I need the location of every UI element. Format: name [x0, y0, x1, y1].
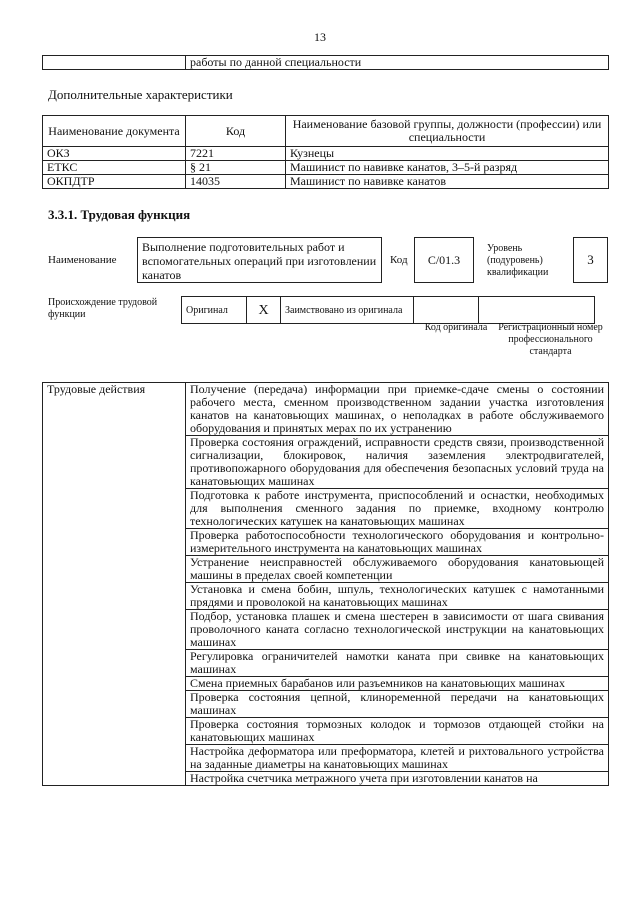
action-item: Проверка состояния цепной, клиноременной передачи на канатовьющих машинах [186, 691, 609, 718]
header-code: Код [186, 116, 286, 147]
code-label: Код [390, 254, 408, 266]
page-number: 13 [314, 30, 326, 44]
function-code-box: С/01.3 [414, 237, 474, 283]
orig-code-cell [414, 297, 479, 324]
code-cell: 14035 [186, 175, 286, 189]
additional-heading: Дополнительные характеристики [48, 87, 233, 102]
doc-cell: ОКЗ [43, 147, 186, 161]
action-item: Подбор, установка плашек и смена шестерен в зависимости от шага свивания проволочного каната согласно технологической инструкции на канатовьющих машинах [186, 610, 609, 650]
reg-number-cell [479, 297, 595, 324]
header-group: Наименование базовой группы, должности (профессии) или специальности [286, 116, 609, 147]
table-row [43, 147, 609, 161]
code-cell: § 21 [186, 161, 286, 175]
reg-number-caption: Регистрационный номер профессионального стандарта [498, 322, 603, 357]
doc-cell: ЕТКС [43, 161, 186, 175]
table-header-row [43, 116, 609, 147]
action-item: Регулировка ограничителей намотки каната при свивке на канатовьющих машинах [186, 650, 609, 677]
group-cell: Машинист по навивке канатов [286, 175, 609, 189]
name-label: Наименование [48, 254, 117, 266]
orig-code-caption: Код оригинала [424, 322, 488, 333]
action-item: Проверка состояния тормозных колодок и тормозов отдающей стойки на канатовьющих машинах [186, 718, 609, 745]
origin-label: Происхождение трудовой функции [48, 297, 158, 320]
continuation-table [42, 55, 609, 70]
original-label: Оригинал [182, 297, 247, 324]
action-item: Смена приемных барабанов или разъемников на канатовьющих машинах [186, 677, 609, 691]
code-cell: 7221 [186, 147, 286, 161]
header-doc: Наименование документа [43, 116, 186, 147]
doc-cell: ОКПДТР [43, 175, 186, 189]
action-item: Настройка счетчика метражного учета при изготовлении канатов на [186, 772, 609, 786]
action-item: Устранение неисправностей обслуживаемого оборудования канатовьющей машины в пределах своей компетенции [186, 556, 609, 583]
function-name-box: Выполнение подготовительных работ и вспомогательных операций при изготовлении канатов [137, 237, 382, 283]
origin-table [181, 296, 595, 324]
action-item: Проверка состояния ограждений, исправности средств связи, производственной сигнализации, блокировок, наличия заземления электродвигателей, противопожарного оборудования для обеспечения безопасных условий труда на канатовьющих машинах [186, 436, 609, 489]
labor-actions-label: Трудовые действия [43, 383, 186, 786]
level-box: 3 [573, 237, 608, 283]
additional-table [42, 115, 609, 189]
continuation-text: работы по данной специальности [186, 56, 609, 70]
table-row [43, 383, 609, 436]
borrowed-label: Заимствовано из оригинала [281, 297, 414, 324]
table-row [43, 161, 609, 175]
action-item: Подготовка к работе инструмента, приспособлений и оснастки, необходимых для выполнения сменного задания по приемке, входному контролю технологических катушек на канатовьющих машинах [186, 489, 609, 529]
labor-actions-table [42, 382, 609, 786]
level-label: Уровень (подуровень) квалификации [487, 243, 549, 278]
empty-cell [43, 56, 186, 70]
group-cell: Машинист по навивке канатов, 3–5-й разряд [286, 161, 609, 175]
action-item: Настройка деформатора или преформатора, клетей и рихтовального устройства на заданные диаметры на канатовьющих машинах [186, 745, 609, 772]
table-row [43, 175, 609, 189]
section-title: 3.3.1. Трудовая функция [48, 207, 191, 222]
group-cell: Кузнецы [286, 147, 609, 161]
action-item: Установка и смена бобин, шпуль, технологических катушек с намотанными прядями и проволокой на канатовьющих машинах [186, 583, 609, 610]
action-item: Проверка работоспособности технологического оборудования и контрольно-измерительного инструмента на канатовьющих машинах [186, 529, 609, 556]
action-item: Получение (передача) информации при приемке-сдаче смены о состоянии рабочего места, сменном производственном задании участка изготовления канатов на канатовьющих машинах, о неполадках в работе обслуживаемого оборудования и принятых мерах по их устранению [186, 383, 609, 436]
original-mark: X [247, 297, 281, 324]
